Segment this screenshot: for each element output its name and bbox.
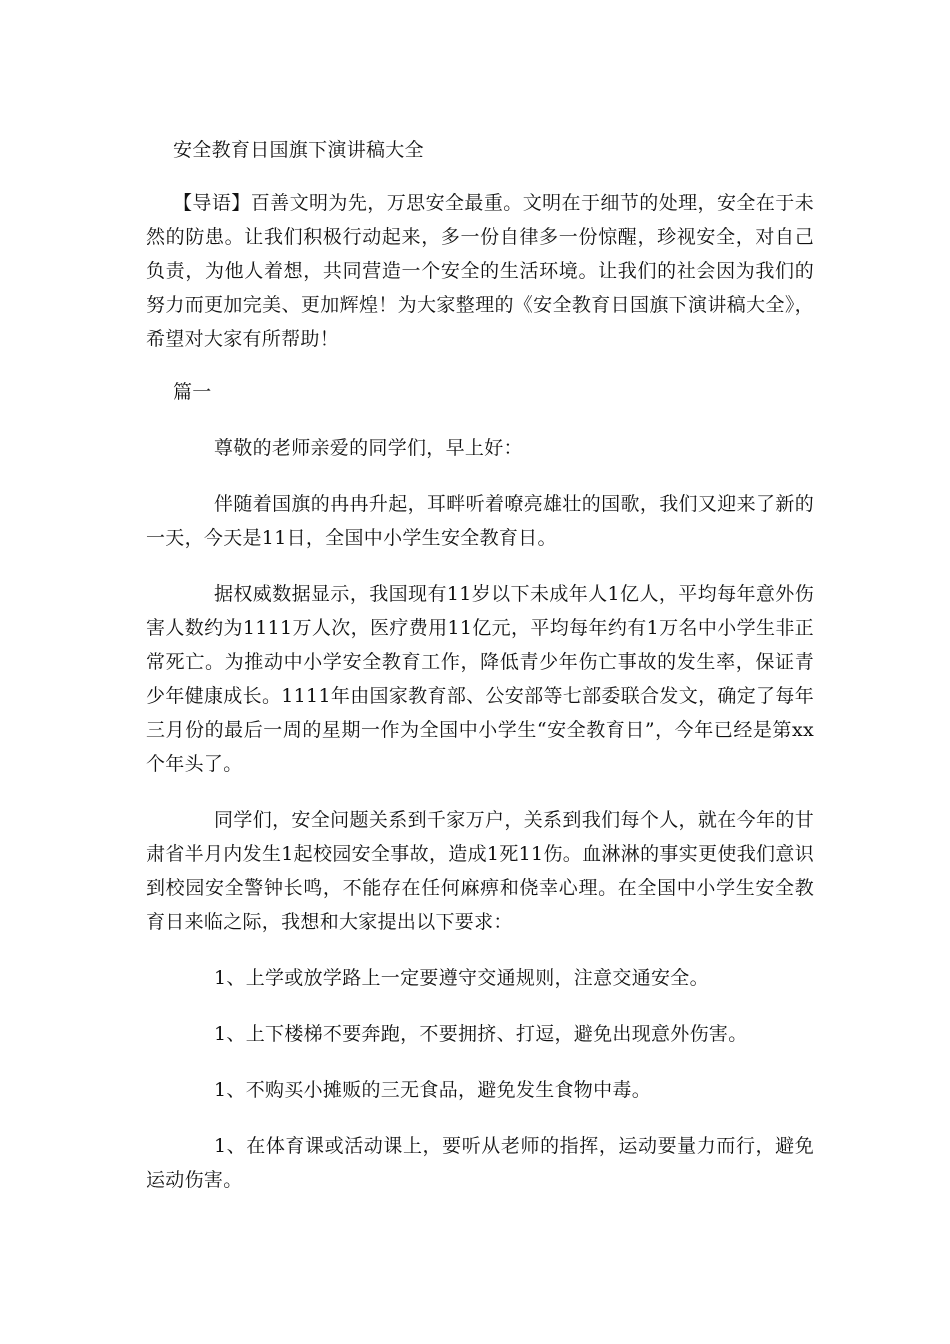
greeting-paragraph: 尊敬的老师亲爱的同学们，早上好： (214, 437, 523, 459)
intro-paragraph: 【导语】百善文明为先，万思安全最重。文明在于细节的处理，安全在于未然的防患。让我们积极行动起来，多一份自律多一份惊醒，珍视安全，对自己负责，为他人着想，共同营造一个安全的生活环境。让我们的社会因为我们的努力而更加完美、更加辉煌！为大家整理的《安全教育日国旗下演讲稿大全》，希望对大家有所帮助！ (146, 192, 814, 350)
document-title: 安全教育日国旗下演讲稿大全 (173, 139, 424, 161)
body-paragraph: 伴随着国旗的冉冉升起，耳畔听着嘹亮雄壮的国歌，我们又迎来了新的一天，今天是11日，全国中小学生安全教育日。 (146, 493, 814, 549)
requirement-item: 1、上下楼梯不要奔跑，不要拥挤、打逗，避免出现意外伤害。 (214, 1023, 748, 1045)
body-paragraph: 同学们，安全问题关系到千家万户，关系到我们每个人，就在今年的甘肃省半月内发生1起校园安全事故，造成1死11伤。血淋淋的事实更使我们意识到校园安全警钟长鸣，不能存在任何麻痹和侥幸心理。在全国中小学生安全教育日来临之际，我想和大家提出以下要求： (146, 809, 814, 933)
requirement-item: 1、不购买小摊贩的三无食品，避免发生食物中毒。 (214, 1079, 651, 1101)
section-heading: 篇一 (173, 381, 212, 403)
document-body (146, 133, 814, 1219)
body-paragraph: 据权威数据显示，我国现有11岁以下未成年人1亿人，平均每年意外伤害人数约为1111万人次，医疗费用11亿元，平均每年约有1万名中小学生非正常死亡。为推动中小学安全教育工作，降低青少年伤亡事故的发生率，保证青少年健康成长。1111年由国家教育部、公安部等七部委联合发文，确定了每年三月份的最后一周的星期一作为全国中小学生“安全教育日”，今年已经是第xx个年头了。 (146, 583, 814, 775)
requirement-item: 1、在体育课或活动课上，要听从老师的指挥，运动要量力而行，避免运动伤害。 (146, 1135, 814, 1191)
requirement-item: 1、上学或放学路上一定要遵守交通规则，注意交通安全。 (214, 967, 709, 989)
